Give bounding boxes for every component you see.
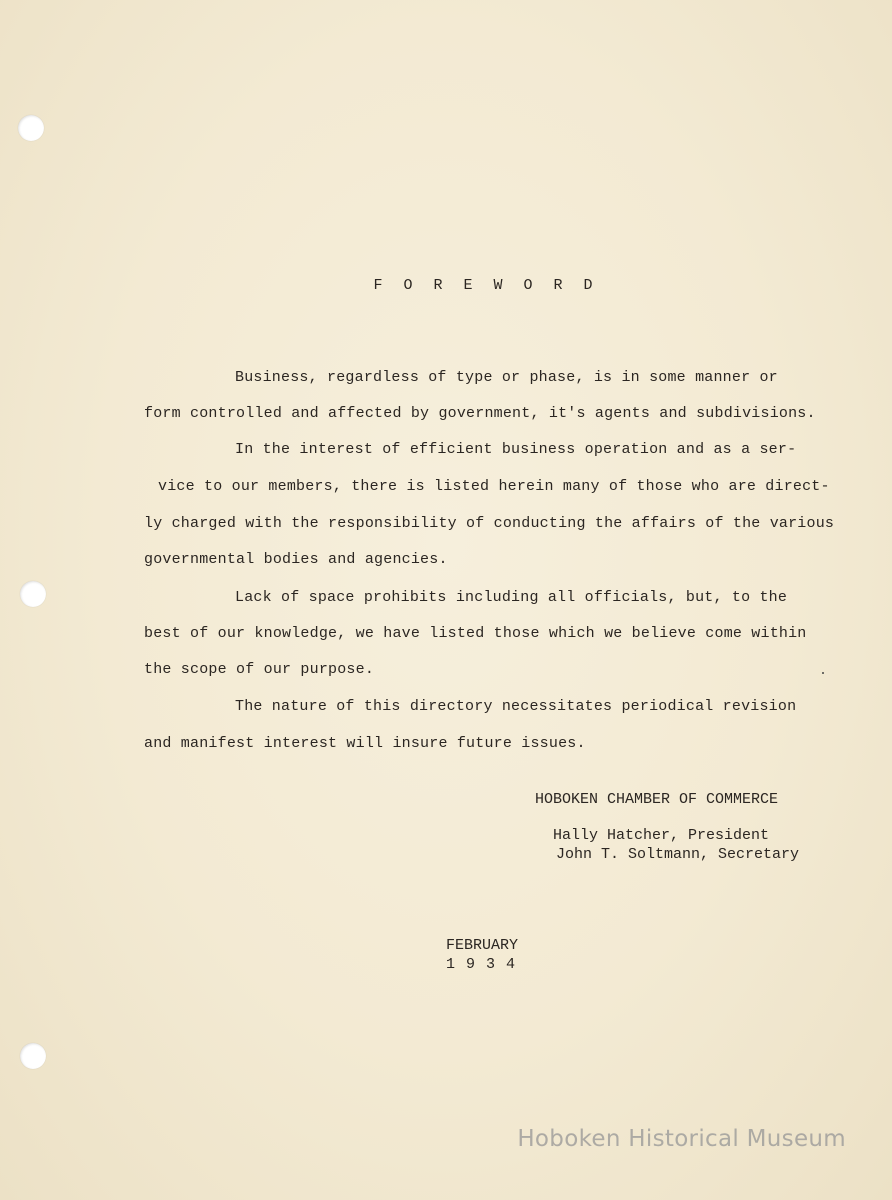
date-month: FEBRUARY [446, 937, 519, 954]
signature-secretary: John T. Soltmann, Secretary [556, 846, 800, 863]
body-line: Business, regardless of type or phase, is in some manner or [235, 369, 778, 386]
page-title: F O R E W O R D [373, 277, 599, 294]
punch-hole [20, 1043, 46, 1069]
punch-hole [18, 115, 44, 141]
body-line: The nature of this directory necessitates periodical revision [235, 698, 797, 715]
ink-speck [822, 672, 824, 674]
punch-hole [20, 581, 46, 607]
body-line: form controlled and affected by government, it's agents and subdivisions. [144, 405, 816, 422]
body-line: vice to our members, there is listed herein many of those who are direct- [158, 478, 830, 495]
signature-organization: HOBOKEN CHAMBER OF COMMERCE [535, 791, 779, 808]
body-line: Lack of space prohibits including all officials, but, to the [235, 589, 788, 606]
signature-president: Hally Hatcher, President [553, 827, 770, 844]
body-line: best of our knowledge, we have listed those which we believe come within [144, 625, 807, 642]
body-line: and manifest interest will insure future issues. [144, 735, 586, 752]
body-line: governmental bodies and agencies. [144, 551, 448, 568]
watermark: Hoboken Historical Museum [517, 1126, 846, 1152]
body-line: the scope of our purpose. [144, 661, 375, 678]
body-line: ly charged with the responsibility of conducting the affairs of the various [144, 515, 835, 532]
body-line: In the interest of efficient business operation and as a ser- [235, 441, 797, 458]
date-year: 1 9 3 4 [446, 956, 517, 973]
